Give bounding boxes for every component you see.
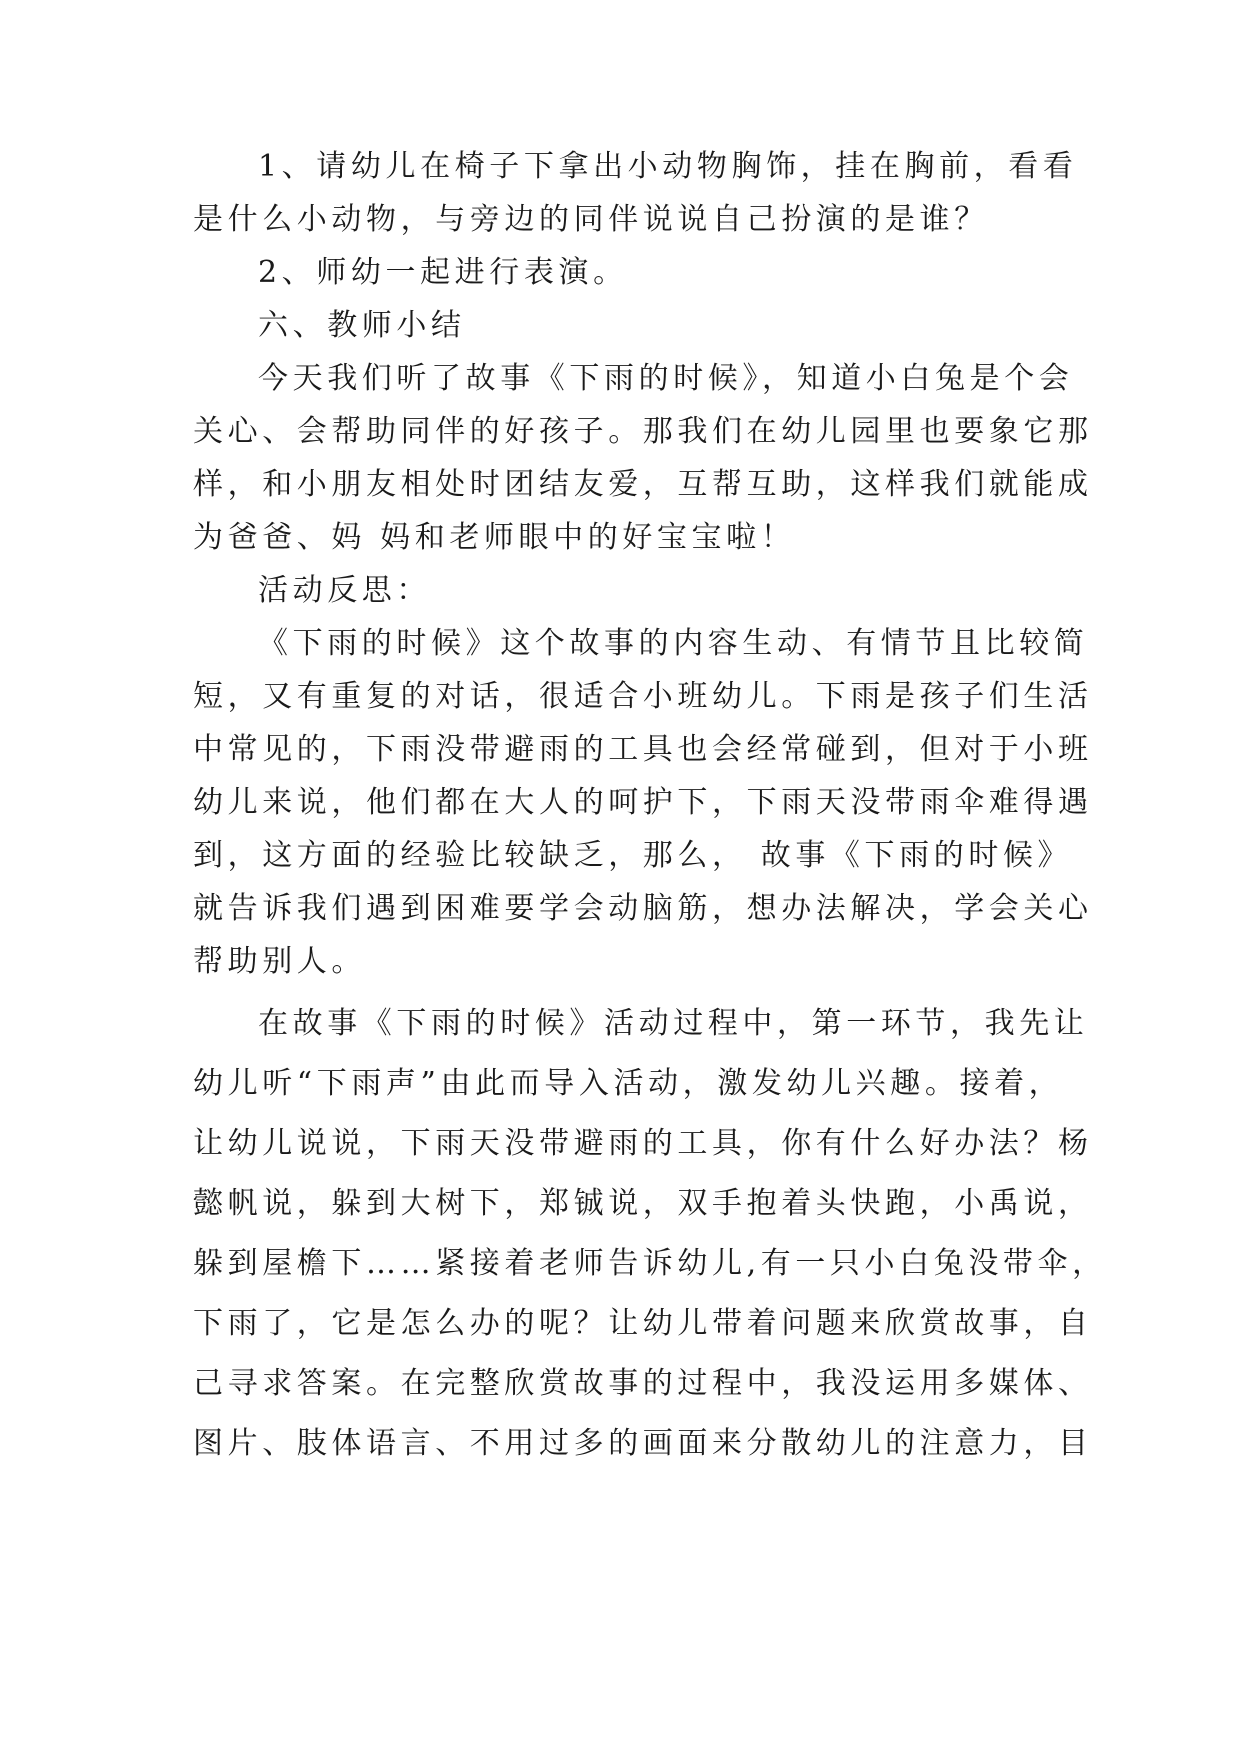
text-line: 让幼儿说说，下雨天没带避雨的工具，你有什么好办法？杨 [193, 1126, 1093, 1161]
section-heading: 六、教师小结 [258, 308, 466, 343]
text-line: 《下雨的时候》这个故事的内容生动、有情节且比较简 [258, 626, 1089, 661]
text-line: 1、请幼儿在椅子下拿出小动物胸饰，挂在胸前，看看 [258, 149, 1078, 184]
text-line: 图片、肢体语言、不用过多的画面来分散幼儿的注意力，目 [193, 1426, 1093, 1461]
text-line: 帮助别人。 [193, 944, 366, 979]
text-line: 关心、会帮助同伴的好孩子。那我们在幼儿园里也要象它那 [193, 414, 1093, 449]
text-line: 懿帆说，躲到大树下，郑铖说，双手抱着头快跑，小禹说， [193, 1186, 1093, 1221]
text-line: 今天我们听了故事《下雨的时候》，知道小白兔是个会 [258, 361, 1074, 396]
section-heading: 活动反思： [258, 573, 431, 608]
text-line: 在故事《下雨的时候》活动过程中，第一环节，我先让 [258, 1006, 1089, 1041]
text-line: 己寻求答案。在完整欣赏故事的过程中，我没运用多媒体、 [193, 1366, 1093, 1401]
text-line: 下雨了，它是怎么办的呢？让幼儿带着问题来欣赏故事，自 [193, 1306, 1093, 1341]
text-line: 2、师幼一起进行表演。 [258, 255, 628, 290]
text-line: 幼儿听“下雨声”由此而导入活动，激发幼儿兴趣。接着， [193, 1066, 1064, 1101]
text-line: 幼儿来说，他们都在大人的呵护下，下雨天没带雨伞难得遇 [193, 785, 1093, 820]
text-line: 中常见的，下雨没带避雨的工具也会经常碰到，但对于小班 [193, 732, 1093, 767]
text-line: 就告诉我们遇到困难要学会动脑筋，想办法解决，学会关心 [193, 891, 1093, 926]
text-line: 为爸爸、妈 妈和老师眼中的好宝宝啦！ [193, 520, 796, 555]
text-line: 躲到屋檐下……紧接着老师告诉幼儿,有一只小白兔没带伞， [193, 1246, 1107, 1281]
text-line: 样，和小朋友相处时团结友爱，互帮互助，这样我们就能成 [193, 467, 1093, 502]
text-line: 短，又有重复的对话，很适合小班幼儿。下雨是孩子们生活 [193, 679, 1093, 714]
text-line: 是什么小动物，与旁边的同伴说说自己扮演的是谁？ [193, 202, 989, 237]
text-line: 到，这方面的经验比较缺乏，那么， 故事《下雨的时候》 [193, 838, 1073, 873]
